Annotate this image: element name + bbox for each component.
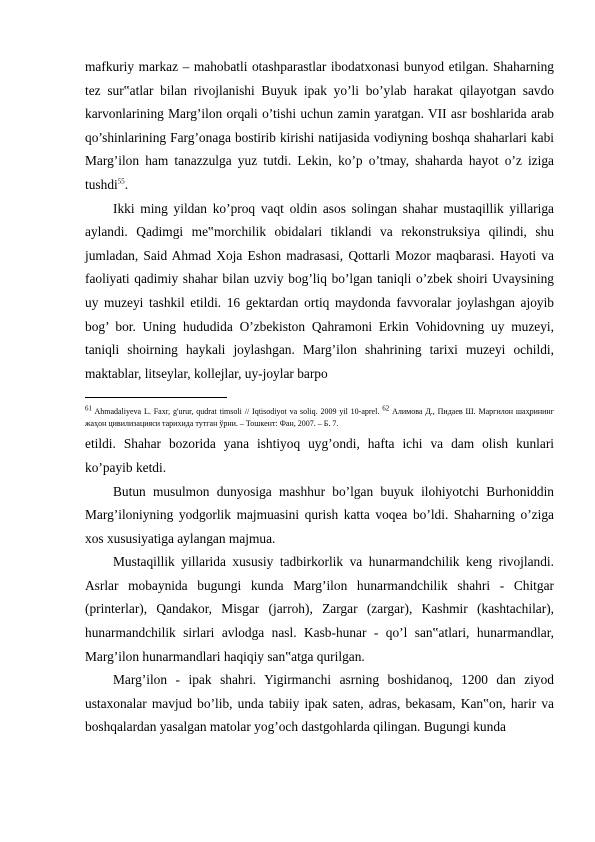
paragraph-text: etildi. Shahar bozorida yana ishtiyoq uyg’ondi, hafta ichi va dam olish kunlari ko’payib ketdi. — [85, 436, 554, 475]
footnote-text: Ahmadaliyeva L. Faxr, g'urur, qudrat timsoli // Iqtisodiyot va soliq. 2009 yil 10-aprel. — [92, 407, 383, 417]
footnote — [85, 406, 554, 430]
paragraph-text: Marg’ilon - ipak shahri. Yigirmanchi asrning boshidanoq, 1200 dan ziyod ustaxonalar mavjud bo’lib, unda tabiiy ipak saten, adras, bekasam, Kan‟on, harir va boshqalardan yasalgan matolar yog’och dastgohlarda qilingan. Bugungi kunda — [85, 672, 554, 735]
paragraph-text: Mustaqillik yillarida xususiy tadbirkorlik va hunarmandchilik keng rivojlandi. Asrlar mobaynida bugungi kunda Marg’ilon hunarmandchilik shahri - Chitgar (printerlar), Qandakor, Misgar (jarroh), Zargar (zargar), Kashmir (kashtachilar), hunarmandchilik sirlari avlodga nasl. Kasb-hunar - qo’l san‟atlari, hunarmandlar, Marg’ilon hunarmandlari haqiqiy san‟atga qurilgan. — [85, 554, 554, 664]
document-page — [85, 55, 554, 739]
footnote-text: Алимова Д., Пидаев Ш. Маргилон шаҳрининг жаҳон цивилизацияси тарихида тутган ўрни. – Тошкент: Фан, 2007. – Б. 7. — [85, 407, 554, 429]
footnote-marker: 55 — [117, 177, 125, 186]
body-paragraph — [85, 550, 554, 668]
footnote-ref: 62 — [382, 404, 390, 413]
body-paragraph — [85, 668, 554, 739]
body-paragraph — [85, 55, 554, 197]
paragraph-text: mafkuriy markaz – mahobatli otashparastlar ibodatxonasi bunyod etilgan. Shaharning tez sur‟atlar bilan rivojlanishi Buyuk ipak yo’li bo’ylab harakat qilayotgan savdo karvonlarining Marg’ilon orqali o’tishi uchun zamin yaratgan. VII asr boshlarida arab qo’shinlarining Farg’onaga bostirib kirishi natijasida vodiyning boshqa shaharlari kabi Marg’ilon ham tanazzulga yuz tutdi. Lekin, ko’p o’tmay, shaharda hayot o’z iziga tushdi — [85, 59, 554, 192]
body-paragraph — [85, 480, 554, 551]
body-paragraph — [85, 432, 554, 479]
body-paragraph — [85, 197, 554, 386]
paragraph-text: Ikki ming yildan ko’proq vaqt oldin asos solingan shahar mustaqillik yillariga aylandi. Qadimgi me‟morchilik obidalari tiklandi va rekonstruksiya qilindi, shu jumladan, Said Ahmad Xoja Eshon madrasasi, Qottarli Mozor maqbarasi. Hayoti va faoliyati qadimiy shahar bilan uzviy bog’liq bo’lgan taniqli o’zbek shoiri Uvaysining uy muzeyi tashkil etildi. 16 gektardan ortiq maydonda favvoralar joylashgan ajoyib bog’ bor. Uning hududida O’zbekiston Qahramoni Erkin Vohidovning uy muzeyi, taniqli shoirning haykali joylashgan. Marg’ilon shahrining tarixi muzeyi ochildi, maktablar, litseylar, kollejlar, uy-joylar barpo — [85, 200, 554, 381]
paragraph-tail: . — [124, 176, 129, 192]
footnote-separator — [85, 397, 227, 398]
footnote-ref: 61 — [85, 404, 92, 413]
paragraph-text: Butun musulmon dunyosiga mashhur bo’lgan buyuk ilohiyotchi Burhoniddin Marg’iloniyning yodgorlik majmuasini qurish katta voqea bo’ldi. Shaharning o’ziga xos xususiyatiga aylangan majmua. — [85, 483, 554, 546]
